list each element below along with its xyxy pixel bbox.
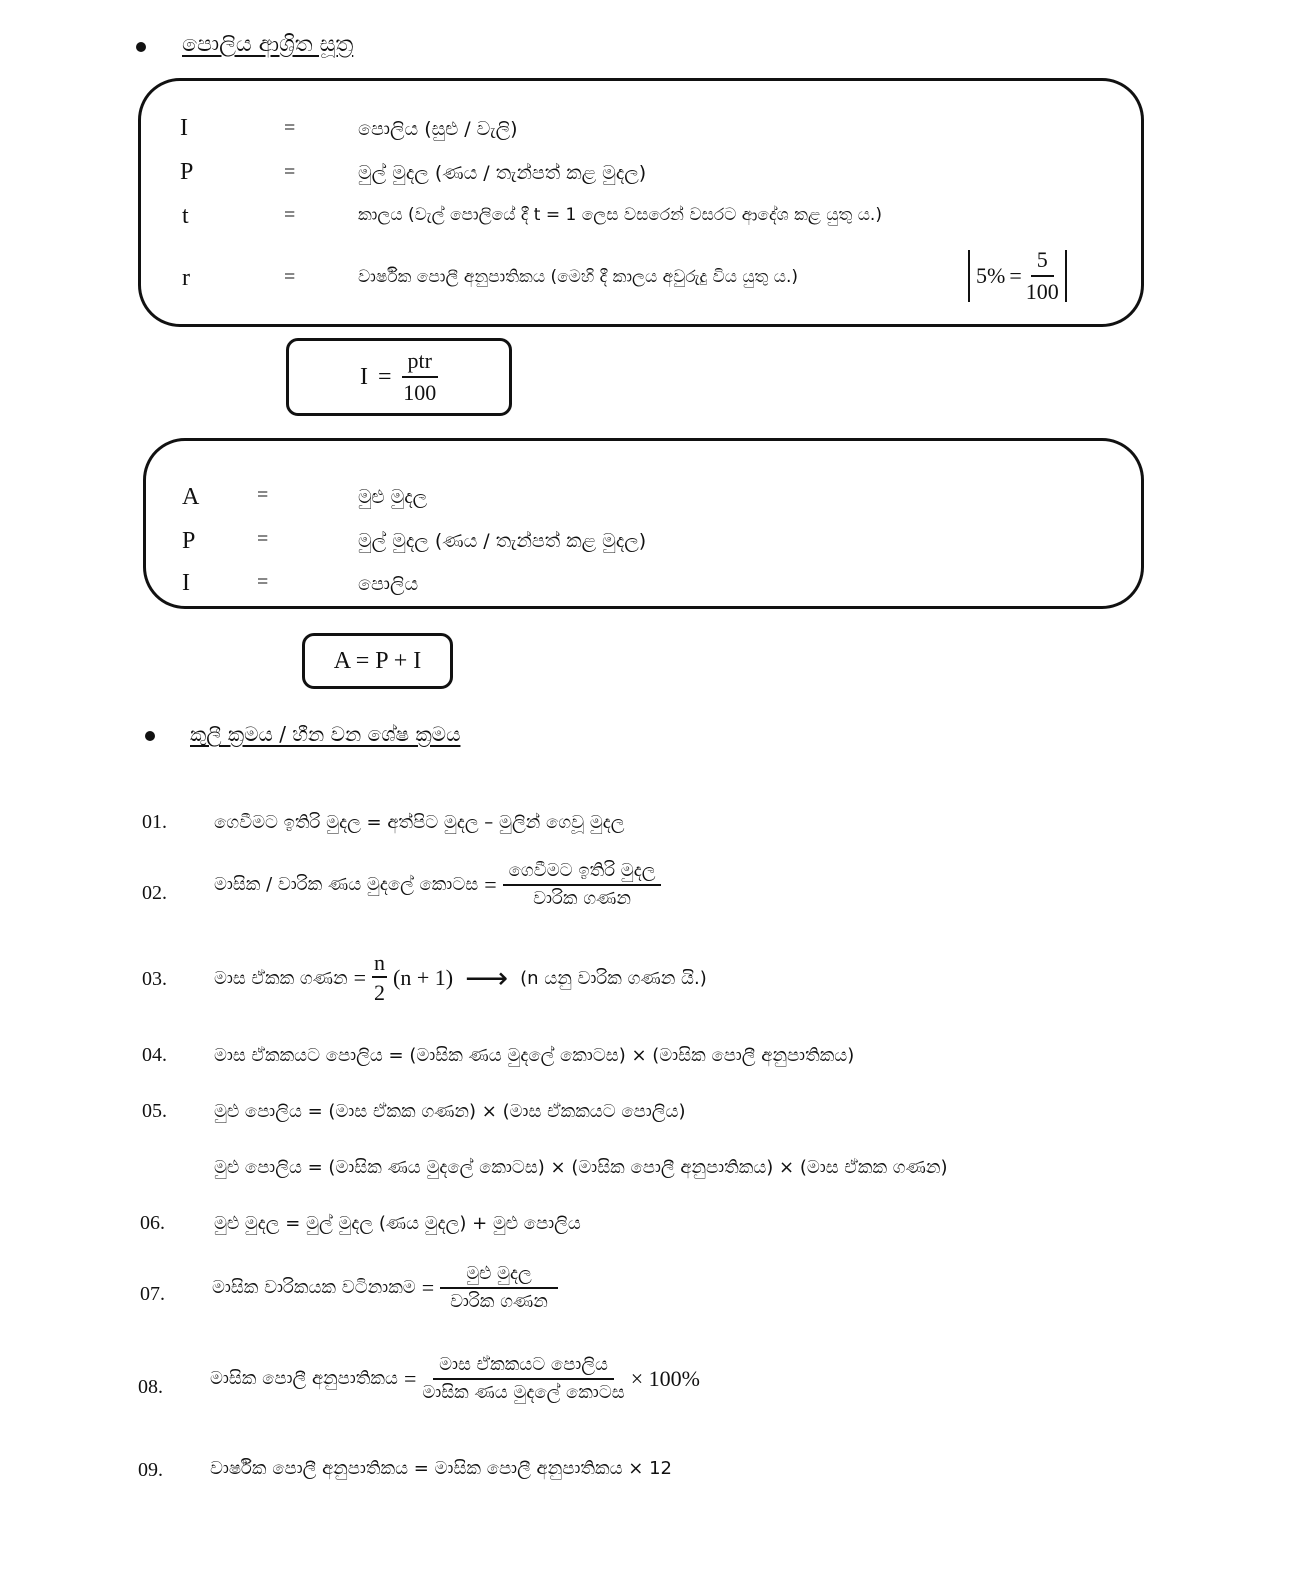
- symbol-P: P: [182, 528, 196, 554]
- definitions-box-amount: [143, 438, 1144, 609]
- definition-A: මුළු මුදල: [358, 486, 428, 508]
- percent-example: [968, 246, 1067, 304]
- equals-sign: =: [257, 571, 269, 593]
- equals-sign: =: [421, 1274, 435, 1300]
- fraction-denominator: මාසික ණය මුදලේ කොටස: [422, 1381, 625, 1403]
- fraction-denominator: වාරික ගණන: [533, 887, 631, 909]
- item-number: 07.: [140, 1283, 165, 1305]
- fraction-numerator: මුළු මුදල: [440, 1263, 558, 1289]
- equals-sign: =: [284, 266, 296, 288]
- item-number: 09.: [138, 1459, 163, 1481]
- equals-sign: =: [1009, 263, 1022, 288]
- symbol-I: I: [182, 570, 190, 596]
- definition-I: පොලිය (සුළු / වැලි): [358, 118, 518, 140]
- formula-box-interest: [286, 338, 512, 416]
- formula-line: [214, 950, 707, 1007]
- formula-lhs: I: [360, 363, 368, 390]
- fraction-numerator: n: [372, 950, 387, 978]
- definition-t: කාලය (වැල් පොලියේ දී t = 1 ලෙස වසරෙන් වසරට ආදේශ කළ යුතු ය.): [358, 205, 882, 225]
- arrow-right-icon: ⟶: [465, 961, 509, 995]
- formula-term: (n + 1): [393, 965, 454, 991]
- item-number: 06.: [140, 1212, 165, 1234]
- formula-line: [212, 1263, 558, 1312]
- symbol-t: t: [182, 203, 189, 229]
- fraction: [422, 1354, 624, 1403]
- formula-box-amount: A = P + I: [302, 633, 453, 689]
- equals-sign: =: [284, 161, 296, 183]
- bullet-icon: [136, 42, 146, 52]
- symbol-I: I: [180, 115, 188, 141]
- equals-sign: =: [284, 117, 296, 139]
- definition-I: පොලිය: [358, 573, 419, 595]
- formula-line: මුළු පොලිය = (මාසික ණය මුදලේ කොටස) × (මාසික පොලී අනුපාතිකය) × (මාස ඒකක ගණන): [214, 1157, 948, 1178]
- fraction: [1026, 247, 1059, 306]
- equals-sign: =: [484, 871, 497, 897]
- formula-multiplier: × 100%: [630, 1365, 700, 1391]
- fraction-denominator: 2: [374, 980, 386, 1006]
- item-number: 05.: [142, 1100, 167, 1122]
- formula-line: [214, 860, 661, 909]
- symbol-A: A: [182, 484, 200, 510]
- bullet-icon: [145, 731, 155, 741]
- definition-r: වාර්ෂික පොලී අනුපාතිකය (මෙහි දී කාලය අවුරුදු විය යුතු ය.): [358, 267, 799, 287]
- percent-value: 5%: [976, 263, 1006, 288]
- formula-line: වාර්ෂික පොලී අනුපාතිකය = මාසික පොලී අනුපාතිකය × 12: [210, 1458, 672, 1479]
- definition-P: මුල් මුදල (ණය / තැන්පත් කළ මුදල): [358, 530, 647, 552]
- fraction-numerator: ගෙවීමට ඉතිරි මුදල: [503, 860, 662, 886]
- equals-sign: =: [257, 484, 269, 506]
- item-number: 01.: [142, 811, 167, 833]
- symbol-P: P: [180, 159, 194, 185]
- definition-P: මුල් මුදල (ණය / තැන්පත් කළ මුදල): [358, 162, 647, 184]
- equals-sign: =: [284, 204, 296, 226]
- item-number: 04.: [142, 1044, 167, 1066]
- fraction: [440, 1263, 558, 1312]
- fraction-numerator: මාස ඒකකයට පොලිය: [433, 1354, 614, 1380]
- section-heading-hire-purchase: කුලී ක්‍රමය / හීන වන ශේෂ ක්‍රමය: [190, 722, 461, 746]
- formula-lhs: මාසික පොලී අනුපාතිකය: [210, 1368, 398, 1390]
- fraction-denominator: වාරික ගණන: [450, 1290, 548, 1312]
- equals-sign: =: [353, 965, 367, 991]
- formula-lhs: මාස ඒකක ගණන: [214, 967, 348, 989]
- fraction-numerator: 5: [1031, 247, 1054, 277]
- formula-line: මුළු මුදල = මුල් මුදල (ණය මුදල) + මුළු පොලිය: [214, 1213, 581, 1234]
- fraction-denominator: 100: [1025, 279, 1059, 304]
- formula-line: ගෙවීමට ඉතිරි මුදල = අත්පිට මුදල – මුලින් ගෙවූ මුදල: [214, 812, 625, 833]
- item-number: 03.: [142, 968, 167, 990]
- fraction: [503, 860, 662, 909]
- symbol-r: r: [182, 265, 190, 291]
- fraction: [372, 950, 387, 1007]
- fraction-denominator: 100: [403, 380, 437, 405]
- formula-note: (n යනු වාරික ගණන යි.): [520, 967, 707, 989]
- section-heading-interest: පොලිය ආශ්‍රිත සූත්‍ර: [182, 32, 354, 57]
- equals-sign: =: [257, 528, 269, 550]
- formula-lhs: මාසික / වාරික ණය මුදලේ කොටස: [214, 874, 479, 896]
- formula-lhs: මාසික වාරිකයක වටිනාකම: [212, 1277, 416, 1299]
- formula-line: මුළු පොලිය = (මාස ඒකක ගණන) × (මාස ඒකකයට පොලිය): [214, 1101, 686, 1122]
- item-number: 08.: [138, 1376, 163, 1398]
- formula-line: මාස ඒකකයට පොලිය = (මාසික ණය මුදලේ කොටස) × (මාසික පොලී අනුපාතිකය): [214, 1045, 855, 1066]
- item-number: 02.: [142, 882, 167, 904]
- fraction: [402, 348, 438, 407]
- equals-sign: =: [378, 363, 392, 390]
- equals-sign: =: [403, 1365, 417, 1391]
- formula-line: [210, 1354, 700, 1403]
- fraction-numerator: ptr: [402, 348, 438, 378]
